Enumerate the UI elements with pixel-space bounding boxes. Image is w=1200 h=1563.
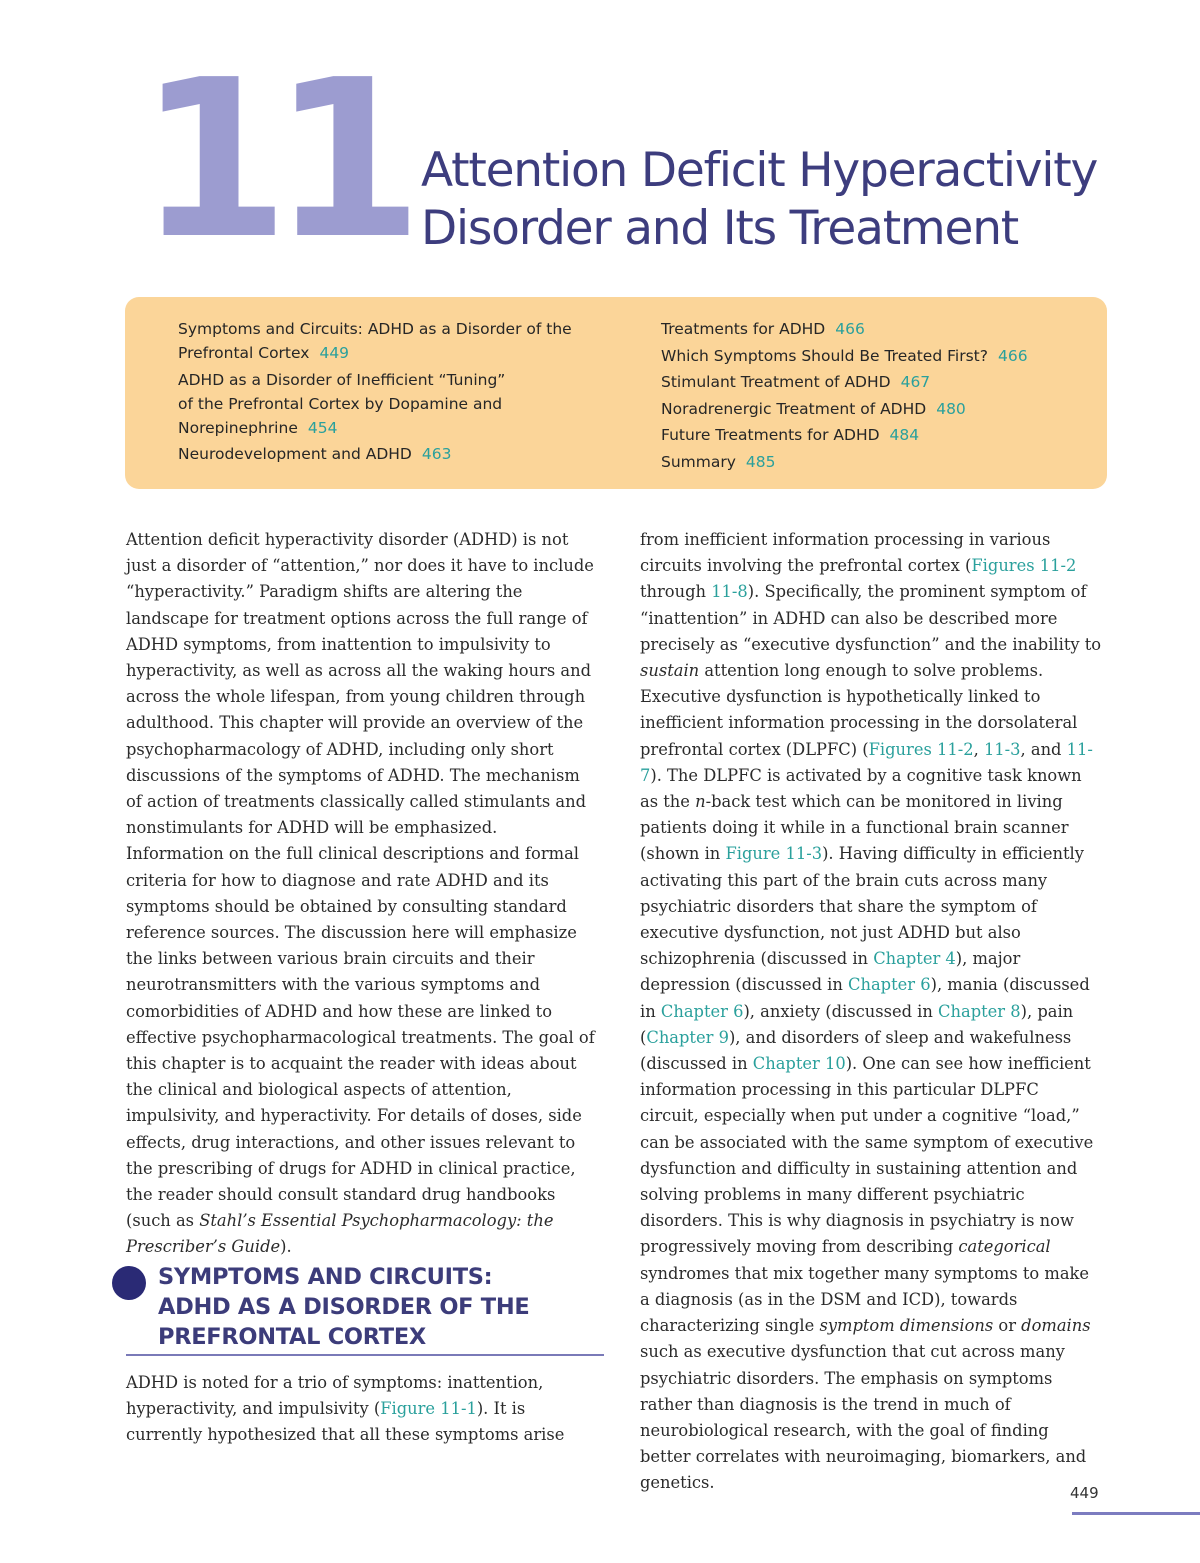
chapter-title-line2: Disorder and Its Treatment	[421, 201, 1019, 256]
toc-page-number: 485	[745, 452, 776, 471]
toc-page-number: 466	[997, 346, 1028, 365]
figure-link[interactable]: Figures 11-2	[868, 739, 974, 759]
section-paragraph: ADHD is noted for a trio of symptoms: inattention, hyperactivity, and impulsivity (Figure 11-1). It is currently hypothesized that all these symptoms arise	[126, 1373, 565, 1445]
section-bullet-icon	[112, 1266, 146, 1300]
section-body	[126, 1370, 596, 1449]
toc-item[interactable]: Symptoms and Circuits: ADHD as a Disorder of the Prefrontal Cortex 449	[178, 320, 572, 362]
toc-item[interactable]: Neurodevelopment and ADHD 463	[178, 445, 452, 463]
toc-item[interactable]: ADHD as a Disorder of Inefficient “Tuning” of the Prefrontal Cortex by Dopamine and Norepinephrine 454	[178, 370, 506, 437]
figure-link[interactable]: Figure 11-3	[725, 844, 823, 864]
section-title: SYMPTOMS AND CIRCUITS: ADHD AS A DISORDER OF THE PREFRONTAL CORTEX	[158, 1264, 530, 1350]
toc-page-number: 480	[936, 399, 966, 418]
toc-item[interactable]: Noradrenergic Treatment of ADHD 480	[661, 399, 966, 418]
toc-right-column	[661, 317, 1101, 476]
chapter-title-line1: Attention Deficit Hyperactivity	[421, 143, 1098, 198]
toc-page-number: 484	[889, 426, 920, 444]
chapter-link[interactable]: Chapter 9	[646, 1027, 729, 1047]
chapter-link[interactable]: Chapter 8	[938, 1001, 1021, 1021]
toc-item[interactable]: Which Symptoms Should Be Treated First? 466	[661, 346, 1028, 365]
figure-link[interactable]: 11-7	[640, 739, 1093, 785]
page-number: 449	[1070, 1484, 1099, 1502]
toc-left-column	[178, 317, 618, 469]
toc-item[interactable]: Future Treatments for ADHD 484	[661, 426, 920, 444]
figure-link[interactable]: Figure 11-1	[380, 1399, 477, 1419]
chapter-link[interactable]: Chapter 6	[848, 975, 931, 995]
toc-item[interactable]: Stimulant Treatment of ADHD 467	[661, 373, 931, 391]
chapter-contents-box	[125, 297, 1107, 489]
toc-page-number: 454	[307, 418, 338, 437]
toc-item[interactable]: Treatments for ADHD 466	[661, 320, 865, 338]
figure-link[interactable]: 11-8	[711, 582, 748, 602]
toc-page-number: 449	[319, 344, 350, 362]
body-right-column	[640, 527, 1102, 1497]
toc-page-number: 466	[835, 320, 865, 338]
right-paragraph: from inefficient information processing in various circuits involving the prefrontal cortex (Figures 11-2 through 11-8). Specifically, the prominent symptom of “inattention” in ADHD can also be described more precisely as “executive dysfunction” and the inability to sustain attention long enough to solve problems. Executive dysfunction is hypothetically linked to inefficient information processing in the dorsolateral prefrontal cortex (DLPFC) (Figures 11-2, 11-3, and 11-7). The DLPFC is activated by a cognitive task known as the n-back test which can be monitored in living patients doing it while in a functional brain scanner (shown in Figure 11-3). Having difficulty in efficiently activating this part of the brain cuts across many psychiatric disorders that share the symptom of executive dysfunction, not just ADHD but also schizophrenia (discussed in Chapter 4), major depression (discussed in Chapter 6), mania (discussed in Chapter 6), anxiety (discussed in Chapter 8), pain (Chapter 9), and disorders of sleep and wakefulness (discussed in Chapter 10). One can see how inefficient information processing in this particular DLPFC circuit, especially when put under a cognitive “load,” can be associated with the same symptom of executive dysfunction and difficulty in sustaining attention and solving problems in many different psychiatric disorders. This is why diagnosis in psychiatry is now progressively moving from describing categorical syndromes that mix together many symptoms to make a diagnosis (as in the DSM and ICD), towards characterizing single symptom dimensions or domains such as executive dysfunction that cut across many psychiatric disorders. The emphasis on symptoms rather than diagnosis is the trend in much of neurobiological research, with the goal of finding better correlates with neuroimaging, biomarkers, and genetics.	[640, 530, 1102, 1493]
toc-page-number: 467	[900, 373, 931, 391]
figure-link[interactable]: Figures 11-2	[971, 556, 1077, 576]
page-number-rule	[1072, 1512, 1200, 1515]
chapter-number: 11	[138, 34, 406, 287]
intro-paragraph: Attention deficit hyperactivity disorder (ADHD) is not just a disorder of “attention,” nor does it have to include “hyperactivity.” Paradigm shifts are altering the landscape for treatment options across the full range of ADHD symptoms, from inattention to impulsivity to hyperactivity, as well as across all the waking hours and across the whole lifespan, from young children through adulthood. This chapter will provide an overview of the psychopharmacology of ADHD, including only short discussions of the symptoms of ADHD. The mechanism of action of treatments classically called stimulants and nonstimulants for ADHD will be emphasized. Information on the full clinical descriptions and formal criteria for how to diagnose and rate ADHD and its symptoms should be obtained by consulting standard reference sources. The discussion here will emphasize the links between various brain circuits and their neurotransmitters with the various symptoms and comorbidities of ADHD and how these are linked to effective psychopharmacological treatments. The goal of this chapter is to acquaint the reader with ideas about the clinical and biological aspects of attention, impulsivity, and hyperactivity. For details of doses, side effects, drug interactions, and other issues relevant to the prescribing of drugs for ADHD in clinical practice, the reader should consult standard drug handbooks (such as Stahl’s Essential Psychopharmacology: the Prescriber’s Guide).	[126, 530, 595, 1257]
section-divider	[126, 1354, 604, 1356]
chapter-link[interactable]: Chapter 10	[752, 1054, 846, 1074]
chapter-link[interactable]: Chapter 4	[873, 949, 956, 969]
chapter-title	[421, 142, 1141, 258]
toc-page-number: 463	[421, 445, 452, 463]
chapter-link[interactable]: Chapter 6	[660, 1001, 744, 1021]
figure-link[interactable]: 11-3	[983, 739, 1021, 759]
toc-item[interactable]: Summary 485	[661, 452, 776, 471]
body-left-column	[126, 527, 596, 1261]
